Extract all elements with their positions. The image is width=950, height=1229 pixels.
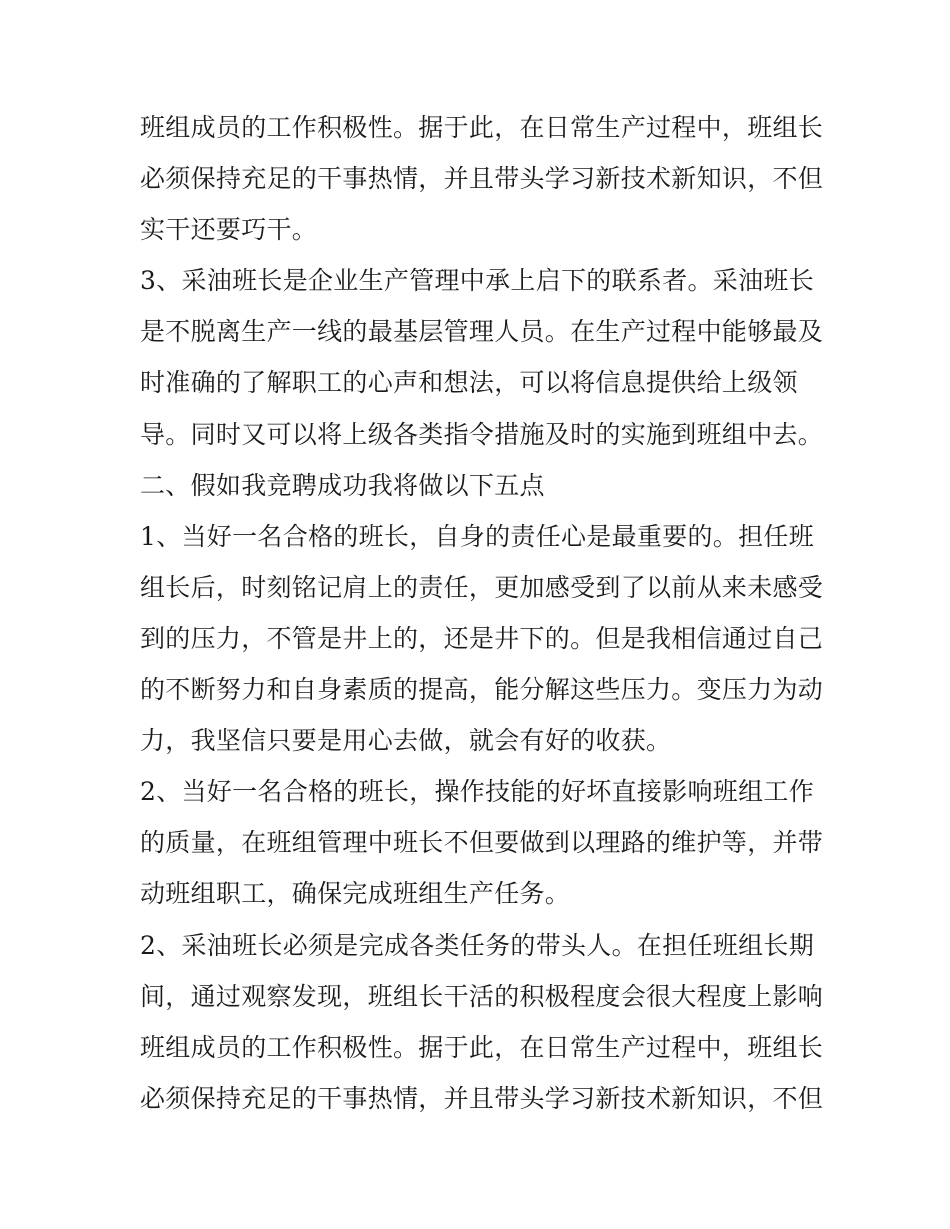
text-line: 2、当好一名合格的班长，操作技能的好坏直接影响班组工作 [140,777,815,807]
text-line: 必须保持充足的干事热情，并且带头学习新技术新知识，不但 [140,1083,824,1113]
text-line: 动班组职工，确保完成班组生产任务。 [140,879,571,909]
text-line: 的质量，在班组管理中班长不但要做到以理路的维护等，并带 [140,828,824,858]
text-line: 的不断努力和自身素质的提高，能分解这些压力。变压力为动 [140,675,824,705]
document-body [140,102,824,1124]
text-line: 3、采油班长是企业生产管理中承上启下的联系者。采油班长 [140,266,815,296]
text-line: 班组成员的工作积极性。据于此，在日常生产过程中，班组长 [140,1032,824,1062]
text-line: 班组成员的工作积极性。据于此，在日常生产过程中，班组长 [140,113,824,142]
text-line: 到的压力，不管是井上的，还是井下的。但是我相信通过自己 [140,623,824,653]
text-line: 是不脱离生产一线的最基层管理人员。在生产过程中能够最及 [140,317,824,347]
text-line: 2、采油班长必须是完成各类任务的带头人。在担任班组长期 [140,930,815,960]
section-heading: 二、假如我竞聘成功我将做以下五点 [140,470,545,500]
text-line: 实干还要巧干。 [140,215,318,245]
text-line: 时准确的了解职工的心声和想法，可以将信息提供给上级领 [140,368,798,398]
text-line: 间，通过观察发现，班组长干活的积极程度会很大程度上影响 [140,981,824,1011]
text-line: 导。同时又可以将上级各类指令措施及时的实施到班组中去。 [140,419,824,449]
text-line: 1、当好一名合格的班长，自身的责任心是最重要的。担任班 [140,521,815,551]
text-line: 力，我坚信只要是用心去做，就会有好的收获。 [140,726,672,756]
text-line: 必须保持充足的干事热情，并且带头学习新技术新知识，不但 [140,164,824,194]
text-line: 组长后，时刻铭记肩上的责任，更加感受到了以前从来未感受 [140,572,824,602]
